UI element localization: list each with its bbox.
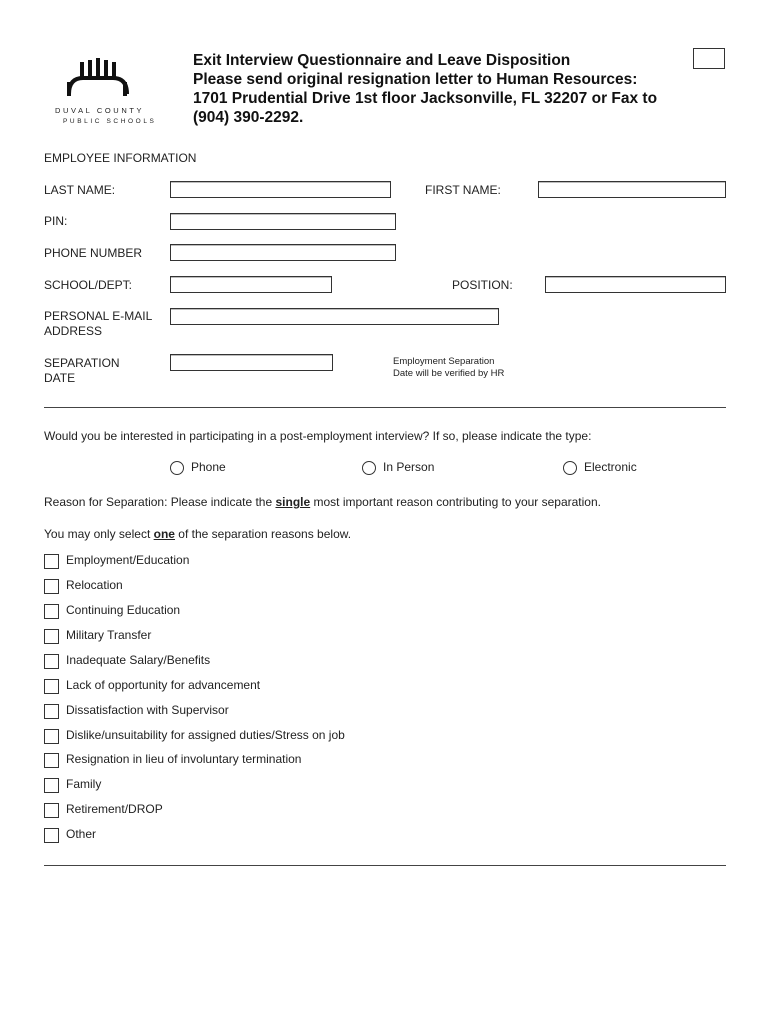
first-name-label: FIRST NAME: xyxy=(425,183,501,197)
reason-option-label: Military Transfer xyxy=(66,628,152,642)
interview-question: Would you be interested in participating in a post-employment interview? If so, please indicate the type: xyxy=(44,429,592,443)
separation-note-line1: Employment Separation xyxy=(393,356,495,367)
radio-in-person[interactable] xyxy=(362,461,376,475)
phone-label: PHONE NUMBER xyxy=(44,246,143,260)
reason-option-label: Lack of opportunity for advancement xyxy=(66,678,261,692)
form-title: Exit Interview Questionnaire and Leave Disposition xyxy=(193,52,571,69)
pin-field[interactable] xyxy=(170,213,396,230)
reason-rule-emph: one xyxy=(153,527,175,541)
last-name-label: LAST NAME: xyxy=(44,183,116,197)
reason-prompt-post: most important reason contributing to your separation. xyxy=(310,495,601,509)
reason-option-label: Family xyxy=(66,777,102,791)
separation-date-label-line1: SEPARATION xyxy=(44,356,120,370)
email-label-line1: PERSONAL E-MAIL xyxy=(44,309,153,323)
org-name: DUVAL COUNTY xyxy=(55,106,145,115)
reason-option-label: Relocation xyxy=(66,578,123,592)
separation-date-label-line2: DATE xyxy=(44,371,76,385)
reason-checkbox[interactable] xyxy=(44,778,59,793)
reason-option-label: Resignation in lieu of involuntary termination xyxy=(66,752,302,766)
title-fax: (904) 390-2292. xyxy=(193,109,304,126)
reason-rule xyxy=(44,527,351,541)
reason-prompt-emph: single xyxy=(275,495,311,509)
school-dept-label: SCHOOL/DEPT: xyxy=(44,278,133,292)
reason-option-label: Retirement/DROP xyxy=(66,802,163,816)
reason-checkbox[interactable] xyxy=(44,679,59,694)
reason-option-label: Dissatisfaction with Supervisor xyxy=(66,703,229,717)
reason-prompt xyxy=(44,495,601,509)
school-dept-field[interactable] xyxy=(170,276,332,293)
separation-note-line2: Date will be verified by HR xyxy=(393,368,505,379)
pin-label: PIN: xyxy=(44,214,68,228)
reason-checkbox[interactable] xyxy=(44,554,59,569)
reason-checkbox[interactable] xyxy=(44,579,59,594)
phone-field[interactable] xyxy=(170,244,396,261)
reason-checkbox[interactable] xyxy=(44,604,59,619)
reason-checkbox[interactable] xyxy=(44,629,59,644)
reason-checkbox[interactable] xyxy=(44,654,59,669)
reason-rule-post: of the separation reasons below. xyxy=(174,527,352,541)
divider-top xyxy=(44,407,726,408)
last-name-field[interactable] xyxy=(170,181,391,198)
first-name-field[interactable] xyxy=(538,181,726,198)
title-instruction: Please send original resignation letter to Human Resources: xyxy=(193,71,638,88)
separation-date-field[interactable] xyxy=(170,354,333,371)
email-label-line2: ADDRESS xyxy=(44,324,103,338)
radio-electronic[interactable] xyxy=(563,461,577,475)
reason-option-label: Inadequate Salary/Benefits xyxy=(66,653,211,667)
position-label: POSITION: xyxy=(452,278,513,292)
reason-prompt-pre: Reason for Separation: Please indicate the xyxy=(44,495,276,509)
radio-in-person-label: In Person xyxy=(383,460,435,474)
org-subname: PUBLIC SCHOOLS xyxy=(63,118,157,125)
reason-option-label: Continuing Education xyxy=(66,603,181,617)
position-field[interactable] xyxy=(545,276,726,293)
section-title-employee: EMPLOYEE INFORMATION xyxy=(44,151,197,165)
reason-checkbox[interactable] xyxy=(44,828,59,843)
radio-phone-label: Phone xyxy=(191,460,226,474)
title-address: 1701 Prudential Drive 1st floor Jacksonville, FL 32207 or Fax to xyxy=(193,90,658,107)
office-use-box[interactable] xyxy=(693,48,725,69)
radio-electronic-label: Electronic xyxy=(584,460,637,474)
reason-option-label: Dislike/unsuitability for assigned duties/Stress on job xyxy=(66,728,345,742)
reason-checkbox[interactable] xyxy=(44,803,59,818)
reason-rule-pre: You may only select xyxy=(44,527,154,541)
reason-option-label: Other xyxy=(66,827,97,841)
email-field[interactable] xyxy=(170,308,499,325)
reason-checkbox[interactable] xyxy=(44,729,59,744)
duval-county-logo-icon xyxy=(63,58,131,100)
divider-bottom xyxy=(44,865,726,866)
reason-option-label: Employment/Education xyxy=(66,553,190,567)
reason-checkbox[interactable] xyxy=(44,753,59,768)
radio-phone[interactable] xyxy=(170,461,184,475)
reason-checkbox[interactable] xyxy=(44,704,59,719)
